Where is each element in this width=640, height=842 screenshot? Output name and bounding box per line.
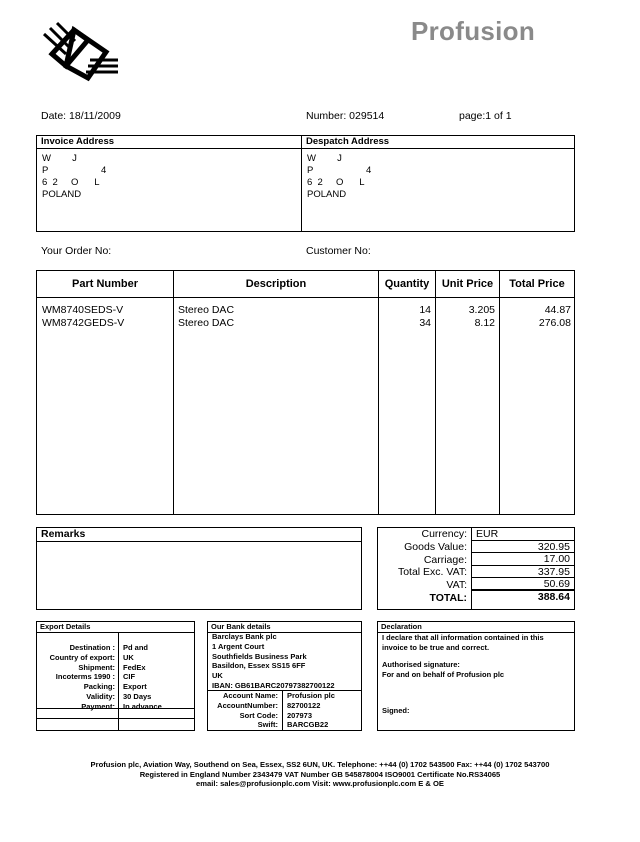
- column-divider: [173, 271, 174, 514]
- order-no-label: Your Order No:: [41, 245, 112, 257]
- declaration-text: [382, 633, 544, 653]
- despatch-address-lines: [307, 153, 371, 201]
- column-header-unit-price: Unit Price: [441, 278, 494, 290]
- exvat-label: Total Exc. VAT:: [397, 566, 467, 579]
- export-value: Pd and: [123, 643, 149, 652]
- export-labels: [37, 643, 115, 712]
- bank-label: AccountNumber:: [217, 700, 278, 710]
- customer-no-label: Customer No:: [306, 245, 371, 257]
- cell-description: Stereo DAC: [178, 304, 235, 316]
- address-line: W J: [307, 153, 342, 164]
- cell-part: WM8740SEDS-V: [42, 304, 124, 316]
- vat-value: 50.69: [472, 578, 574, 590]
- export-value: UK: [123, 652, 134, 662]
- on-behalf-label: For and on behalf of Profusion plc: [382, 669, 505, 679]
- cell-total: 276.08: [538, 317, 571, 329]
- bank-details-box: [207, 621, 362, 731]
- cell-unit-price: 3.205: [468, 304, 495, 316]
- footer-contact: email: sales@profusionplc.com Visit: www.profusionplc.com E & OE: [196, 779, 444, 788]
- bank-label: Account Name:: [222, 691, 278, 700]
- declaration-line: invoice to be true and correct.: [382, 642, 490, 652]
- footer-registration: Registered in England Number 2343479 VAT Number GB 545878004 ISO9001 Certificate No.RS34065: [139, 769, 501, 779]
- currency-label: Currency:: [421, 528, 467, 540]
- cell-quantity: 34: [419, 317, 431, 329]
- bank-label: Swift:: [257, 720, 278, 730]
- address-line: P 4: [307, 165, 372, 176]
- invoice-address-title: Invoice Address: [37, 136, 301, 149]
- address-line: P 4: [42, 165, 107, 176]
- bank-details-title: Our Bank details: [208, 622, 361, 633]
- bank-labels: [208, 691, 278, 730]
- export-label: Destination :: [69, 643, 115, 652]
- bank-line: Basildon, Essex SS15 6FF: [212, 661, 306, 671]
- bank-line: 1 Argent Court: [212, 641, 265, 651]
- carriage-value: 17.00: [472, 553, 574, 566]
- export-label: Payment:: [81, 701, 115, 711]
- total-label: TOTAL:: [429, 591, 467, 604]
- address-block: [36, 135, 575, 232]
- export-label: Incoterms 1990 :: [55, 672, 115, 682]
- export-value: CIF: [123, 672, 136, 682]
- currency-value: EUR: [472, 528, 574, 541]
- bank-label: Sort Code:: [239, 710, 278, 720]
- export-values: [123, 643, 162, 712]
- bank-line: IBAN: GB61BARC20797382700122: [212, 680, 335, 690]
- profusion-logo: [40, 20, 122, 86]
- remarks-box: [36, 527, 362, 610]
- company-footer: [0, 760, 640, 789]
- signed-label: Signed:: [382, 706, 410, 715]
- export-value: In advance: [123, 701, 162, 711]
- export-label: Packing:: [83, 682, 115, 692]
- bank-value: 207973: [287, 710, 313, 720]
- declaration-title: Declaration: [378, 622, 574, 633]
- brand-name: Profusion: [411, 16, 536, 46]
- bank-line: UK: [212, 671, 223, 681]
- export-details-title: Export Details: [37, 622, 194, 633]
- signature-block: [382, 660, 504, 680]
- export-divider: [118, 632, 119, 730]
- address-line: 6 2 O L: [42, 177, 100, 188]
- items-table: [36, 270, 575, 515]
- export-label: Shipment:: [78, 662, 115, 672]
- carriage-label: Carriage:: [423, 553, 467, 566]
- cell-total: 44.87: [544, 304, 571, 316]
- bank-line: Southfields Business Park: [212, 651, 307, 661]
- totals-values: [472, 528, 574, 604]
- totals-labels: [378, 528, 467, 605]
- despatch-address-title: Despatch Address: [302, 136, 574, 149]
- export-details-box: [36, 621, 195, 731]
- cell-description: Stereo DAC: [178, 317, 235, 329]
- bank-value: Profusion plc: [287, 691, 335, 700]
- export-row-rule: [37, 718, 194, 719]
- bank-values: [287, 691, 335, 730]
- bank-value: 82700122: [287, 700, 321, 710]
- table-header-rule: [37, 297, 574, 298]
- address-divider: [301, 136, 302, 231]
- totals-box: [377, 527, 575, 610]
- footer-address: Profusion plc, Aviation Way, Southend on Sea, Essex, SS2 6UN, UK. Telephone: ++44 (0) 1702 543500 Fax: ++44 (0) 1702 543700: [90, 760, 550, 769]
- exvat-value: 337.95: [472, 566, 574, 579]
- address-line: 6 2 O L: [307, 177, 365, 188]
- authorised-signature-label: Authorised signature:: [382, 660, 460, 669]
- bank-divider: [282, 690, 283, 730]
- cell-part: WM8742GEDS-V: [42, 317, 125, 329]
- invoice-number: Number: 029514: [306, 110, 385, 122]
- cell-quantity: 14: [419, 304, 431, 316]
- cell-unit-price: 8.12: [474, 317, 495, 329]
- declaration-box: [377, 621, 575, 731]
- total-value: 388.64: [537, 590, 570, 603]
- export-value: Export: [123, 682, 147, 692]
- bank-line: Barclays Bank plc: [212, 632, 277, 641]
- export-value: FedEx: [123, 662, 146, 672]
- address-line: POLAND: [307, 189, 347, 200]
- address-line: W J: [42, 153, 77, 164]
- remarks-rule: [37, 541, 361, 542]
- column-header-description: Description: [245, 278, 307, 290]
- bank-address: [212, 632, 335, 691]
- vat-label: VAT:: [446, 579, 467, 592]
- address-line: POLAND: [42, 189, 82, 200]
- goods-value: 320.95: [472, 541, 574, 554]
- column-header-quantity: Quantity: [384, 278, 430, 290]
- declaration-line: I declare that all information contained in this: [382, 633, 544, 642]
- column-header-part: Part Number: [71, 278, 139, 290]
- invoice-date: Date: 18/11/2009: [41, 110, 121, 122]
- page-indicator: page:1 of 1: [459, 110, 512, 122]
- column-header-total-price: Total Price: [509, 278, 565, 290]
- export-label: Validity:: [86, 691, 115, 701]
- invoice-address-lines: [42, 153, 106, 201]
- bank-value: BARCGB22: [287, 720, 329, 730]
- export-label: Country of export:: [49, 652, 115, 662]
- remarks-title: Remarks: [41, 528, 86, 540]
- export-value: 30 Days: [123, 691, 152, 701]
- goods-label: Goods Value:: [404, 540, 467, 553]
